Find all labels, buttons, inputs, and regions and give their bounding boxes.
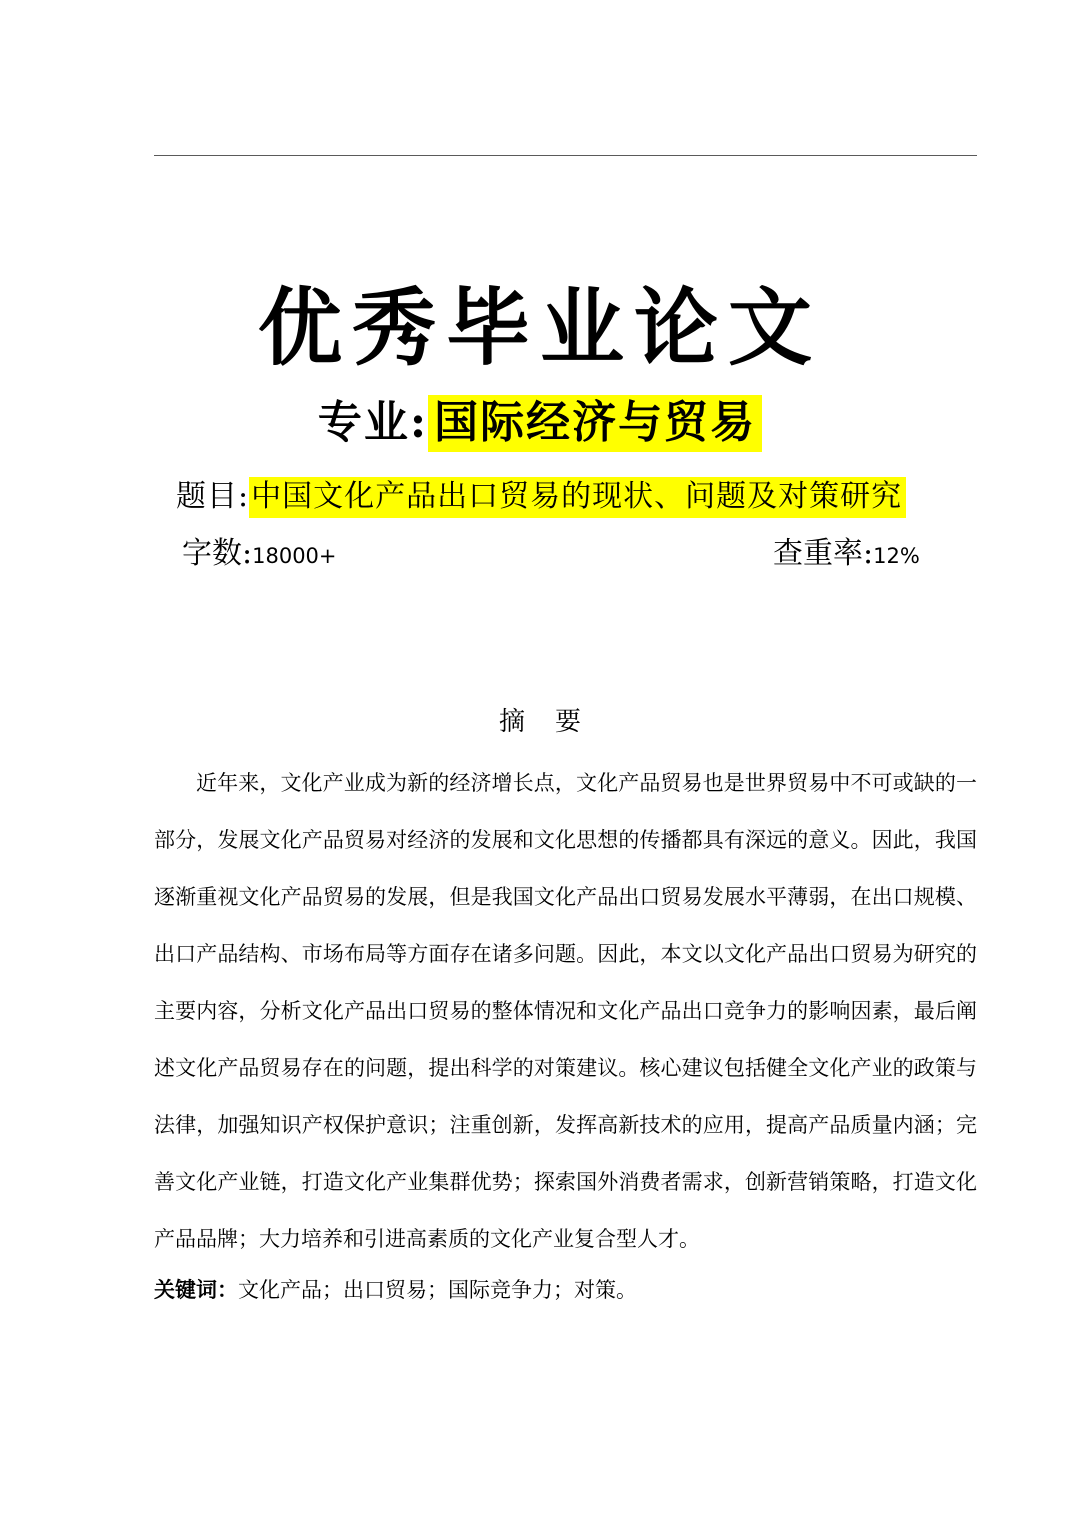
major-label: 专业: — [317, 397, 429, 448]
abstract-heading: 摘要 — [498, 707, 611, 737]
word-count-label: 字数: — [182, 536, 253, 571]
duplicate-rate-label: 查重率: — [773, 536, 874, 571]
word-count-value: 18000+ — [252, 544, 337, 568]
word-count — [182, 532, 337, 578]
keywords-label: 关键词： — [154, 1278, 238, 1302]
topic-value: 中国文化产品出口贸易的现状、问题及对策研究 — [249, 477, 906, 518]
header-rule — [154, 155, 977, 156]
keywords-line — [154, 1262, 977, 1319]
topic-line — [176, 472, 906, 522]
duplicate-rate — [773, 532, 920, 578]
abstract-body: 近年来，文化产业成为新的经济增长点，文化产品贸易也是世界贸易中不可或缺的一部分，发展文化产品贸易对经济的发展和文化思想的传播都具有深远的意义。因此，我国逐渐重视文化产品贸易的发展，但是我国文化产品出口贸易发展水平薄弱，在出口规模、出口产品结构、市场布局等方面存在诸多问题。因此，本文以文化产品出口贸易为研究的主要内容，分析文化产品出口贸易的整体情况和文化产品出口竞争力的影响因素，最后阐述文化产品贸易存在的问题，提出科学的对策建议。核心建议包括健全文化产业的政策与法律，加强知识产权保护意识；注重创新，发挥高新技术的应用，提高产品质量内涵；完善文化产业链，打造文化产业集群优势；探索国外消费者需求，创新营销策略，打造文化产品品牌；大力培养和引进高素质的文化产业复合型人才。 — [154, 771, 977, 1251]
duplicate-rate-value: 12% — [873, 544, 920, 568]
major-value: 国际经济与贸易 — [428, 395, 762, 452]
major-line — [0, 388, 1080, 458]
keywords-value: 文化产品；出口贸易；国际竞争力；对策。 — [238, 1278, 637, 1302]
document-title: 优秀毕业论文 — [257, 278, 822, 377]
topic-label: 题目: — [176, 479, 250, 514]
